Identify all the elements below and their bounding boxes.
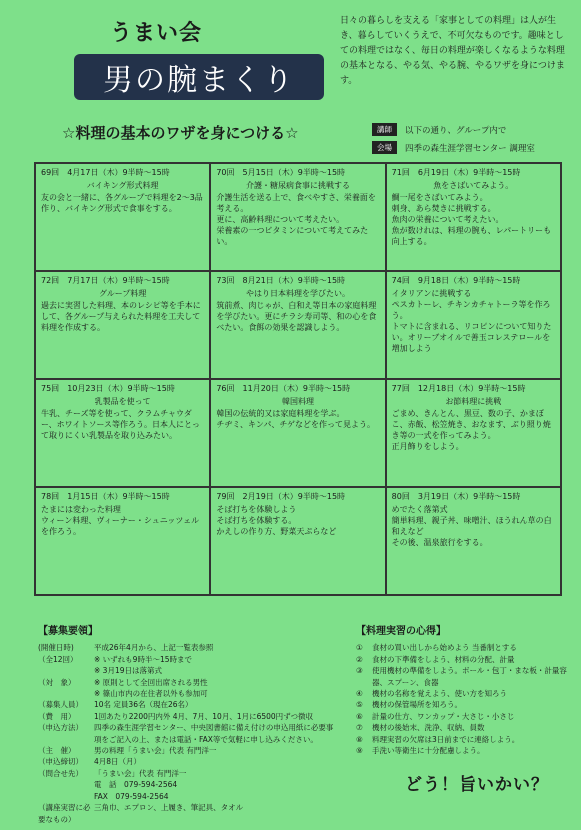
lecturer-text: 以下の通り、グループ内で	[405, 125, 507, 136]
rule-text: 食材の買い出しから始めよう 当番制とする	[372, 643, 517, 653]
recruit-row	[38, 699, 338, 710]
session-cell	[386, 271, 561, 379]
rule-item	[356, 665, 571, 688]
session-header	[216, 167, 379, 178]
venue-tag: 会場	[372, 141, 397, 154]
session-date: 5月15日（木）9半時～15時	[242, 168, 346, 177]
rule-text: 機材の後始末、洗浄、収納、員数	[372, 723, 485, 733]
session-date: 6月19日（木）9半時～15時	[417, 168, 521, 177]
recruit-row	[38, 745, 338, 756]
recruit-row	[38, 642, 338, 653]
rule-number: ⑧	[356, 734, 363, 744]
rule-number: ②	[356, 654, 363, 664]
recruit-key	[38, 779, 94, 790]
rules-title: 【料理実習の心得】	[356, 626, 446, 637]
rule-number: ③	[356, 666, 363, 676]
session-number: 71回	[391, 168, 410, 177]
session-date: 11月20日（木）9半時～15時	[242, 384, 351, 393]
recruit-row	[38, 779, 338, 790]
recruit-row	[38, 756, 338, 767]
rule-number: ①	[356, 643, 363, 653]
session-number: 70回	[216, 168, 235, 177]
session-title: やはり日本料理を学びたい。	[245, 289, 350, 298]
venue-info	[372, 141, 535, 154]
session-cell	[35, 487, 210, 595]
session-body: 友の会と一緒に、各グループで料理を2～3品作り、バイキング形式で食事をする。	[41, 193, 203, 213]
session-number: 72回	[41, 276, 60, 285]
tagline: どう！旨いかい？	[405, 775, 549, 795]
session-body: めでたく落第式 簡単料理、親子丼、味噌汁、ほうれん草の白和えなど その後、温泉旅行をする。	[391, 505, 552, 547]
recruit-key: （申込締切）	[38, 757, 83, 767]
session-title: お節料理に挑戦	[445, 397, 502, 406]
session-date: 1月15日（木）9半時～15時	[67, 492, 170, 501]
recruit-key: (開催日時)	[38, 643, 74, 653]
rule-number: ⑦	[356, 723, 363, 733]
session-header	[392, 275, 555, 286]
recruit-title: 【募集要領】	[38, 626, 98, 637]
session-header	[392, 383, 555, 394]
rule-item	[356, 642, 571, 653]
session-date: 3月19日（木）9半時～15時	[417, 492, 521, 501]
session-date: 8月21日（木）9半時～15時	[242, 276, 346, 285]
recruit-value: ※ 篠山市内の在住者以外も参加可	[94, 689, 208, 699]
rule-number: ⑨	[356, 746, 363, 756]
session-body: ごまめ、きんとん、黒豆、数の子、かまぼこ、赤飯、松笠焼き、おなます、ぶり照り焼き等の一式を作ってみよう。 正月飾りをしよう。	[391, 409, 551, 451]
session-cell	[386, 379, 561, 487]
recruit-key	[38, 791, 94, 802]
recruit-row	[38, 654, 338, 665]
session-number: 74回	[391, 276, 410, 285]
session-number: 78回	[41, 492, 60, 501]
recruit-value: 1回あたり2200円内外 4月、7月、10月、1月に6500円ずつ徴収	[94, 711, 314, 721]
session-body: 過去に実習した料理、本のレシピ等を手本にして、各グループ与えられた料理を工夫して料理を作成する。	[41, 301, 201, 332]
session-date: 2月19日（木）9半時～15時	[242, 492, 346, 501]
session-number: 77回	[391, 384, 410, 393]
recruit-key: （費 用）	[38, 711, 76, 721]
session-header	[216, 491, 379, 502]
rule-text: 機材の名称を覚えよう、使い方を知ろう	[372, 689, 507, 699]
recruit-value: ※ 原則として全回出席される男性	[94, 677, 208, 687]
session-number: 80回	[391, 492, 410, 501]
session-number: 79回	[216, 492, 235, 501]
session-date: 4月17日（木）9半時～15時	[67, 168, 170, 177]
session-body: 筑前煮、肉じゃが、白和え等日本の家庭料理を学びたい。更にチラシ寿司等、和の心を食べたい。食餌の効果を認識しよう。	[216, 301, 377, 332]
rule-item	[356, 711, 571, 722]
session-header	[392, 491, 555, 502]
session-cell	[210, 163, 385, 271]
recruit-value: FAX 079-594-2564	[94, 791, 169, 801]
session-title: バイキング形式料理	[86, 181, 159, 190]
recruit-key: （申込方法）	[38, 723, 83, 733]
session-date: 7月17日（木）9半時～15時	[67, 276, 170, 285]
session-body: 鯛一尾をさばいてみよう。 刺身、あら焚きに挑戦する。 魚肉の栄養について考えたい。 魚が数けれは、料理の腕も、レパートリーも向上する。	[391, 193, 552, 246]
session-number: 76回	[216, 384, 235, 393]
session-cell	[210, 487, 385, 595]
recruit-value: 三角巾、エプロン、上履き、筆記具、タオル	[94, 803, 244, 813]
recruit-value: 「うまい会」代表 有門洋一	[94, 768, 187, 778]
recruit-row	[38, 768, 338, 779]
schedule-grid	[34, 162, 562, 596]
recruit-row	[38, 711, 338, 722]
rule-item	[356, 654, 571, 665]
recruit-value: 4月8日（月）	[94, 757, 142, 767]
recruit-row	[38, 688, 338, 699]
recruit-section	[38, 626, 338, 825]
rule-text: 料理実習の欠席は3日前までに連絡しよう。	[372, 734, 520, 744]
session-body: そば打ちを体験しよう そば打ちを体験する。 かえしの作り方、野菜天ぷらなど	[216, 505, 337, 536]
session-date: 12月18日（木）9半時～15時	[417, 384, 526, 393]
recruit-row	[38, 677, 338, 688]
session-title: 乳製品を使って	[94, 397, 151, 406]
recruit-row	[38, 665, 338, 676]
session-number: 73回	[216, 276, 235, 285]
rule-text: 機材の保管場所を知ろう。	[372, 700, 462, 710]
session-number: 75回	[41, 384, 60, 393]
session-title: 介護・糖尿病食事に挑戦する	[245, 181, 350, 190]
rule-text: 食材の下準備をしよう、材料の分配、計量	[372, 654, 515, 664]
session-header	[41, 383, 204, 394]
recruit-key: （対 象）	[38, 677, 76, 687]
recruit-key: （問合せ先）	[38, 768, 83, 778]
lecturer-info	[372, 123, 506, 136]
rule-number: ⑤	[356, 700, 363, 710]
session-date: 10月23日（木）9半時～15時	[67, 384, 175, 393]
session-cell	[35, 163, 210, 271]
session-body: たまには変わった料理 ウィーン料理、ヴィーナー・シュニッツェルを作ろう。	[41, 505, 200, 536]
recruit-row	[38, 722, 338, 745]
recruit-row	[38, 802, 338, 825]
session-title: グループ料理	[98, 289, 147, 298]
session-body: 韓国の伝統的又は家庭料理を学ぶ。 チヂミ、キンパ、チゲなどを作って見よう。	[216, 409, 376, 429]
session-header	[216, 275, 379, 286]
rule-item	[356, 734, 571, 745]
session-cell	[210, 379, 385, 487]
rule-text: 使用機材の準備をしよう。ボール・包丁・まな板・計量容器、スプーン、食器	[372, 666, 567, 687]
session-cell	[386, 163, 561, 271]
session-body: 牛乳、チーズ等を使って、クラムチャウダー、ホワイトソース等作ろう。日本人にとって取りにくい乳製品を取り込みたい。	[41, 409, 200, 440]
recruit-value: 平成26年4月から、上記一覧表参照	[94, 643, 214, 653]
subtitle: ☆料理の基本のワザを身につける☆	[62, 124, 299, 142]
recruit-key: （主 催）	[38, 746, 76, 756]
rule-item	[356, 699, 571, 710]
rule-text: 計量の仕方、ワンカップ・大さじ・小さじ	[372, 711, 515, 721]
session-title: 韓国料理	[281, 397, 314, 406]
recruit-key: （全12回）	[38, 654, 78, 664]
recruit-value: 四季の森生涯学習センター、中央図書館に備え付けの申込用紙に必要事項をご記入の上、または電話・FAX等で気軽に申し込みください。	[94, 723, 334, 744]
intro-text: 日々の暮らしを支える「家事としての料理」は人が生き、暮らしていくうえで、不可欠なものです。趣味としての料理ではなく、毎日の料理が楽しくなるような料理の基本となる、やる気、やる腕、やるワザを身につけます。	[340, 16, 565, 86]
recruit-value: 電 話 079-594-2564	[94, 780, 178, 790]
session-cell	[386, 487, 561, 595]
rule-item	[356, 722, 571, 733]
session-cell	[35, 379, 210, 487]
session-cell	[210, 271, 385, 379]
recruit-row	[38, 791, 338, 802]
recruit-value: 10名 定員36名（現在26名）	[94, 700, 193, 710]
venue-text: 四季の森生涯学習センター 調理室	[405, 143, 535, 154]
recruit-key: （募集人員）	[38, 700, 83, 710]
main-title-banner: 男の腕まくり	[74, 54, 324, 100]
recruit-key	[38, 665, 94, 676]
session-date: 9月18日（木）9半時～15時	[417, 276, 521, 285]
recruit-key: （講座実習に必要なもの）	[38, 803, 91, 824]
recruit-value: ※ いずれも9時半～15時まで	[94, 654, 192, 664]
rule-number: ④	[356, 689, 363, 699]
recruit-key	[38, 688, 94, 699]
club-name: うまい会	[110, 21, 203, 46]
session-title: 魚をさばいてみよう。	[433, 181, 514, 190]
recruit-value: 男の料理「うまい会」代表 有門洋一	[94, 746, 217, 756]
session-header	[216, 383, 379, 394]
session-header	[41, 275, 204, 286]
session-cell	[35, 271, 210, 379]
session-number: 69回	[41, 168, 60, 177]
session-header	[392, 167, 555, 178]
recruit-value: ※ 3月19日は落第式	[94, 666, 162, 676]
lecturer-tag: 講師	[372, 123, 397, 136]
session-header	[41, 491, 204, 502]
session-header	[41, 167, 204, 178]
rule-item	[356, 688, 571, 699]
session-body: イタリアンに挑戦する ペスカトーレ、チキンカチャトーラ等を作ろう。 トマトに含まれる、リコピンについて知りたい。オリーブオイルで善玉コレステロールを増加しよう	[391, 289, 552, 353]
rules-section	[356, 626, 571, 756]
rule-text: 手洗い等衛生に十分配慮しよう。	[372, 746, 485, 756]
session-body: 介護生活を送る上で、食べやすさ、栄養面を考える。 更に、高齢料理について考えたい。 栄養素の一つビタミンについて考えてみたい。	[216, 193, 376, 246]
rule-number: ⑥	[356, 711, 363, 721]
rule-item	[356, 745, 571, 756]
